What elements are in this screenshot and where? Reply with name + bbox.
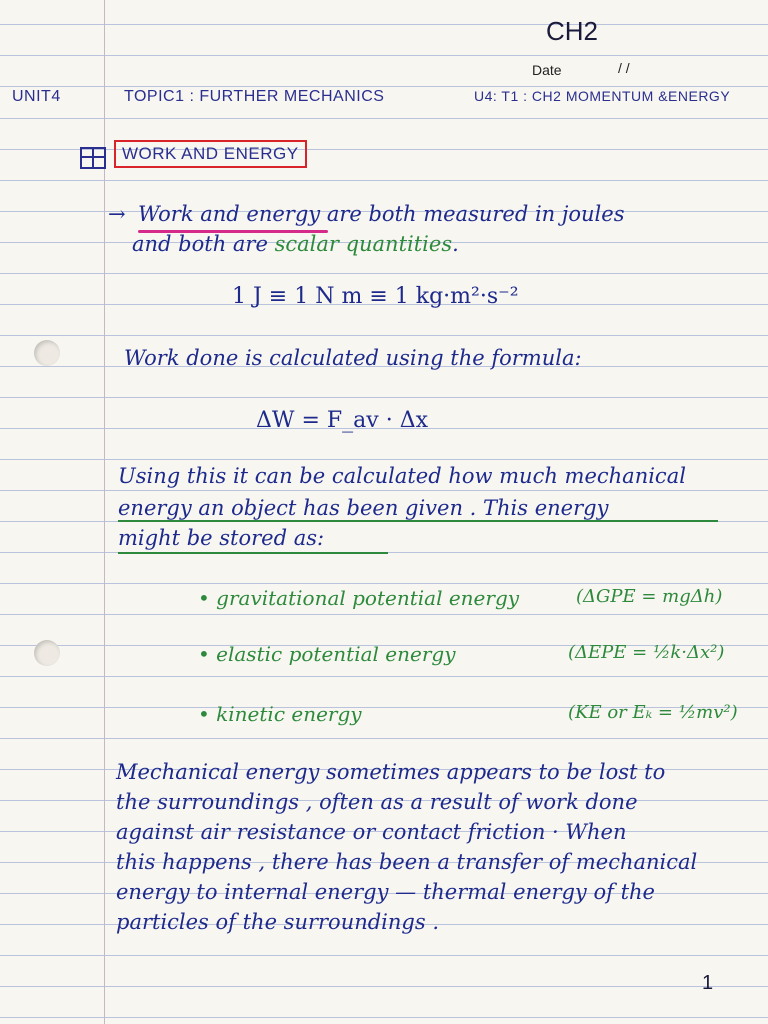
chapter-reference: U4: T1 : CH2 MOMENTUM &ENERGY <box>474 88 731 104</box>
unit-label: UNIT4 <box>12 88 61 105</box>
stored-line-1: Using this it can be calculated how much mechanical <box>118 464 686 488</box>
green-underline-2 <box>118 552 388 554</box>
paragraph-line-1: Mechanical energy sometimes appears to be lost to <box>116 760 666 784</box>
work-formula: ΔW = F_av · Δx <box>256 408 429 433</box>
formula-gpe: (ΔGPE = mgΔh) <box>576 586 723 607</box>
intro-line-2: and both are scalar quantities. <box>132 232 459 256</box>
stored-line-2: energy an object has been given . This energy <box>118 496 609 520</box>
chapter-label: CH2 <box>546 16 599 46</box>
work-done-text: Work done is calculated using the formula: <box>124 346 582 370</box>
bullet-ke: • kinetic energy <box>198 702 362 726</box>
grid-box-icon <box>80 147 106 169</box>
work-and-energy-term: Work and energy <box>138 202 321 226</box>
paragraph-line-5: energy to internal energy — thermal energy of the <box>116 880 655 904</box>
intro-line-1: Work and energy are both measured in joules <box>138 202 625 226</box>
page-number: 1 <box>702 972 714 994</box>
formula-epe: (ΔEPE = ½k·Δx²) <box>568 642 725 663</box>
bullet-gpe: • gravitational potential energy <box>198 586 520 610</box>
date-label: Date <box>532 62 562 78</box>
green-underline-1 <box>118 520 718 522</box>
arrow-icon: → <box>108 202 126 226</box>
scalar-quantities-term: scalar quantities <box>274 232 453 256</box>
bullet-epe: • elastic potential energy <box>198 642 456 666</box>
date-value: / / <box>618 60 630 76</box>
paragraph-line-3: against air resistance or contact friction · When <box>116 820 627 844</box>
formula-ke: (KE or Eₖ = ½mv²) <box>568 702 738 723</box>
units-formula: 1 J ≡ 1 N m ≡ 1 kg·m²·s⁻² <box>232 284 519 309</box>
stored-line-3: might be stored as: <box>118 526 325 550</box>
paragraph-line-4: this happens , there has been a transfer of mechanical <box>116 850 698 874</box>
topic-label: TOPIC1 : FURTHER MECHANICS <box>124 88 385 105</box>
binder-hole-top <box>34 340 60 366</box>
binder-hole-bottom <box>34 640 60 666</box>
section-title: WORK AND ENERGY <box>114 140 307 168</box>
paragraph-line-6: particles of the surroundings . <box>116 910 439 934</box>
paragraph-line-2: the surroundings , often as a result of work done <box>116 790 638 814</box>
